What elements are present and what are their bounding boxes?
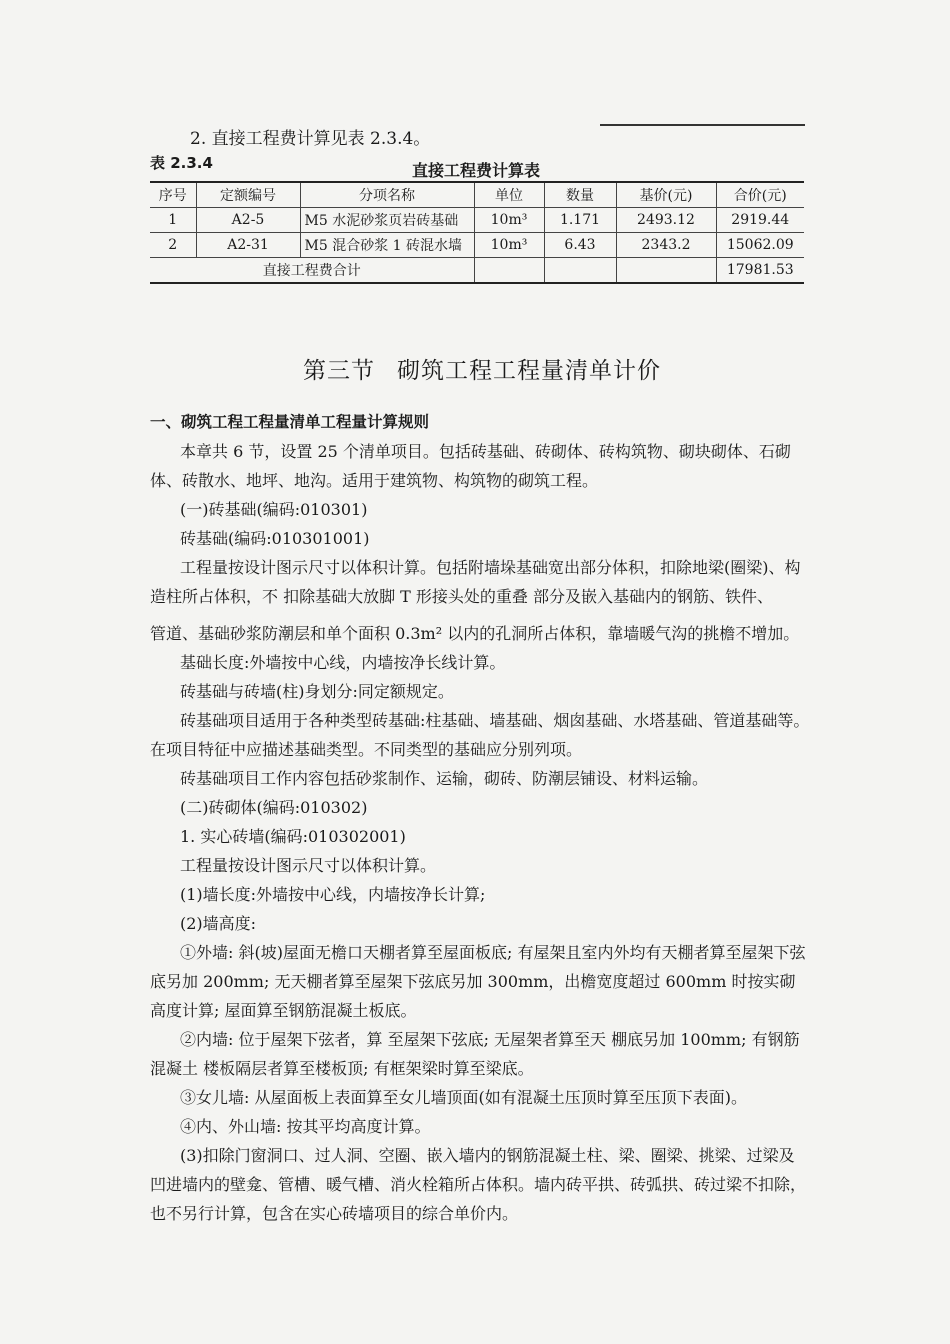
- paragraph: 砖基础与砖墙(柱)身划分:同定额规定。: [180, 682, 454, 701]
- table-cell-empty: [544, 258, 616, 284]
- paragraph: ①外墙: 斜(坡)屋面无檐口天棚者算至屋面板底; 有屋架且室内外均有天棚者算至屋架下弦底另加 200mm; 无天棚者算至屋架下弦底另加 300mm，出檐宽度超过 600mm 时按实砌高度计算; 屋面算至钢筋混凝土板底。: [150, 943, 806, 1020]
- paragraph: 砖基础项目适用于各种类型砖基础:柱基础、墙基础、烟囱基础、水塔基础、管道基础等。在项目特征中应描述基础类型。不同类型的基础应分别列项。: [150, 711, 810, 759]
- table-cell: 2919.44: [716, 208, 804, 233]
- table-cell: M5 混合砂浆 1 砖混水墙: [300, 233, 474, 258]
- paragraph: (一)砖基础(编码:010301): [180, 500, 368, 519]
- header-cell: 合价(元): [716, 182, 804, 208]
- cost-table: [150, 181, 804, 284]
- header-cell: 数量: [544, 182, 616, 208]
- table-cell: A2-31: [196, 233, 300, 258]
- table-title: 直接工程费计算表: [412, 161, 541, 180]
- table-cell: 6.43: [544, 233, 616, 258]
- header-cell: 序号: [150, 182, 196, 208]
- table-cell: 2493.12: [616, 208, 716, 233]
- table-cell: 10m³: [474, 208, 544, 233]
- paragraph: 工程量按设计图示尺寸以体积计算。包括附墙垛基础宽出部分体积，扣除地梁(圈梁)、构造柱所占体积，不 扣除基础大放脚 T 形接头处的重叠 部分及嵌入基础内的钢筋、铁件、: [150, 558, 801, 606]
- paragraph: (3)扣除门窗洞口、过人洞、空圈、嵌入墙内的钢筋混凝土柱、梁、圈梁、挑梁、过梁及凹进墙内的壁龛、管槽、暖气槽、消火栓箱所占体积。墙内砖平拱、砖弧拱、砖过梁不扣除，也不另行计算，包含在实心砖墙项目的综合单价内。: [150, 1146, 807, 1223]
- table-cell: 10m³: [474, 233, 544, 258]
- paragraph: (2)墙高度:: [180, 914, 257, 933]
- paragraph: ③女儿墙: 从屋面板上表面算至女儿墙顶面(如有混凝土压顶时算至压顶下表面)。: [180, 1088, 747, 1107]
- paragraph: 基础长度:外墙按中心线，内墙按净长线计算。: [180, 653, 506, 672]
- top-rule: [600, 124, 805, 126]
- paragraph: (1)墙长度:外墙按中心线，内墙按净长计算;: [180, 885, 486, 904]
- header-cell: 单位: [474, 182, 544, 208]
- table-cell-empty: [474, 258, 544, 284]
- section-name: 砌筑工程工程量清单计价: [397, 358, 661, 384]
- table-total-row: [150, 258, 804, 284]
- section-number: 第三节: [303, 358, 375, 384]
- table-cell: 1: [150, 208, 196, 233]
- paragraph: 1. 实心砖墙(编码:010302001): [180, 827, 406, 846]
- table-cell: A2-5: [196, 208, 300, 233]
- paragraph: ④内、外山墙: 按其平均高度计算。: [180, 1117, 431, 1136]
- table-row: [150, 233, 804, 258]
- table-cell: 2: [150, 233, 196, 258]
- total-value: 17981.53: [716, 258, 804, 284]
- paragraph: (二)砖砌体(编码:010302): [180, 798, 368, 817]
- table-cell: M5 水泥砂浆页岩砖基础: [300, 208, 474, 233]
- intro-line: 2. 直接工程费计算见表 2.3.4。: [190, 129, 431, 149]
- table-row: [150, 208, 804, 233]
- table-cell-empty: [616, 258, 716, 284]
- heading-1: 一、砌筑工程工程量清单工程量计算规则: [150, 413, 430, 431]
- table-label: 表 2.3.4: [150, 154, 213, 172]
- paragraph: 管道、基础砂浆防潮层和单个面积 0.3m² 以内的孔洞所占体积，靠墙暖气沟的挑檐不增加。: [150, 624, 800, 643]
- header-cell: 分项名称: [300, 182, 474, 208]
- paragraph: 砖基础项目工作内容包括砂浆制作、运输，砌砖、防潮层铺设、材料运输。: [180, 769, 709, 788]
- section-title: [303, 352, 661, 385]
- total-label: 直接工程费合计: [150, 258, 474, 284]
- header-cell: 定额编号: [196, 182, 300, 208]
- table-header-row: [150, 182, 804, 208]
- table-cell: 15062.09: [716, 233, 804, 258]
- paragraph: 本章共 6 节，设置 25 个清单项目。包括砖基础、砖砌体、砖构筑物、砌块砌体、石砌体、砖散水、地坪、地沟。适用于建筑物、构筑物的砌筑工程。: [150, 442, 791, 490]
- body-text: [150, 408, 810, 1228]
- paragraph: 砖基础(编码:010301001): [180, 529, 370, 548]
- header-cell: 基价(元): [616, 182, 716, 208]
- paragraph: ②内墙: 位于屋架下弦者，算 至屋架下弦底; 无屋架者算至天 棚底另加 100mm; 有钢筋混凝土 楼板隔层者算至楼板顶; 有框架梁时算至梁底。: [150, 1030, 800, 1078]
- table-cell: 1.171: [544, 208, 616, 233]
- table-cell: 2343.2: [616, 233, 716, 258]
- paragraph: 工程量按设计图示尺寸以体积计算。: [180, 856, 437, 875]
